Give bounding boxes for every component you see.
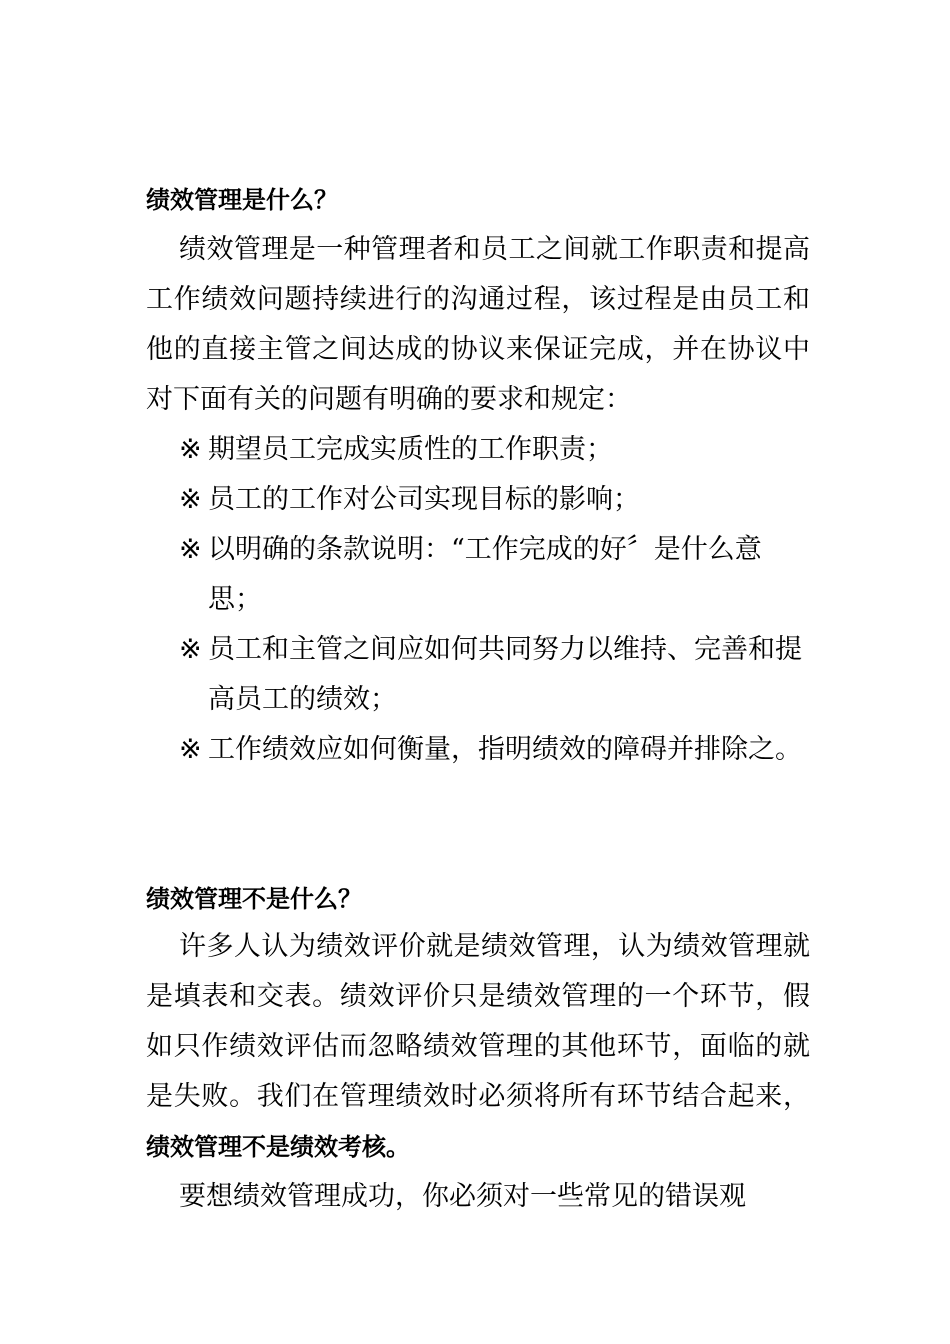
bullet-text: 员工的工作对公司实现目标的影响； <box>208 484 640 515</box>
bullet-mark: ※ <box>179 734 202 765</box>
bullet-text: 员工和主管之间应如何共同努力以维持、完善和提高员工的绩效； <box>208 634 802 715</box>
bullet-mark: ※ <box>179 534 202 565</box>
section-heading-what-is: 绩效管理是什么？ <box>146 186 338 214</box>
bullet-mark: ※ <box>179 434 202 465</box>
bullet-item <box>179 525 810 625</box>
paragraph-emphasis: 绩效管理不是绩效考核。 <box>146 1133 410 1161</box>
section-paragraph-continued: 要想绩效管理成功，你必须对一些常见的错误观 <box>179 1181 746 1212</box>
bullet-mark: ※ <box>179 634 202 665</box>
section-paragraph-misconception <box>146 922 810 1172</box>
bullet-item <box>179 625 810 725</box>
bullet-item <box>179 475 810 525</box>
bullet-text: 以明确的条款说明：“工作完成的好〞是什么意思； <box>208 534 762 615</box>
section-heading-what-is-not: 绩效管理不是什么？ <box>146 885 362 913</box>
section-paragraph-definition: 绩效管理是一种管理者和员工之间就工作职责和提高工作绩效问题持续进行的沟通过程，该过程是由员工和他的直接主管之间达成的协议来保证完成，并在协议中对下面有关的问题有明确的要求和规定： <box>146 234 810 415</box>
bullet-item <box>179 425 810 475</box>
bullet-item <box>179 725 810 775</box>
bullet-text: 期望员工完成实质性的工作职责； <box>208 434 613 465</box>
bullet-text: 工作绩效应如何衡量，指明绩效的障碍并排除之。 <box>208 734 802 765</box>
bullet-mark: ※ <box>179 484 202 515</box>
paragraph-text: 许多人认为绩效评价就是绩效管理，认为绩效管理就是填表和交表。绩效评价只是绩效管理的一个环节，假如只作绩效评估而忽略绩效管理的其他环节，面临的就是失败。我们在管理绩效时必须将所有环节结合起来， <box>146 931 810 1112</box>
